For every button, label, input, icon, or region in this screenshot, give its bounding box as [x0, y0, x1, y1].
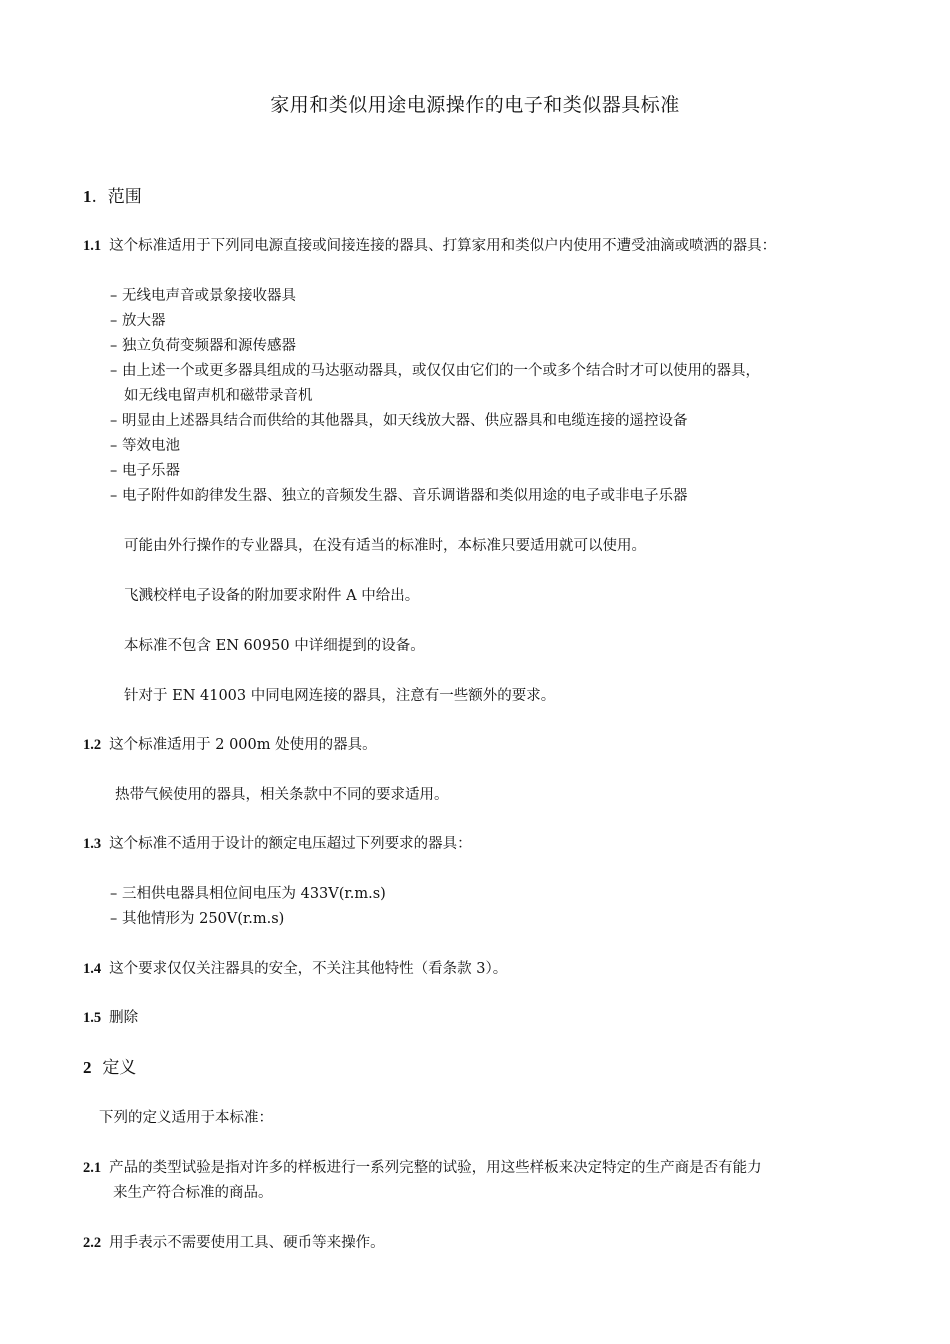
clause-number: 1.5	[83, 1010, 102, 1026]
paragraph: 热带气候使用的器具，相关条款中不同的要求适用。	[115, 787, 449, 803]
list-item-text: 电子附件如韵律发生器、独立的音频发生器、音乐调谐器和类似用途的电子或非电子乐器	[122, 488, 688, 504]
list-dash: –	[110, 911, 118, 927]
list-item-text: 明显由上述器具结合而供给的其他器具，如天线放大器、供应器具和电缆连接的遥控设备	[122, 413, 688, 429]
clause-number: 1.2	[83, 737, 102, 753]
list-dash: –	[110, 886, 118, 902]
clause-number: 1.4	[83, 961, 102, 977]
clause-continuation: 来生产符合标准的商品。	[113, 1185, 273, 1201]
list-item-text: 三相供电器具相位间电压为 433V(r.m.s)	[122, 886, 386, 902]
list-item	[110, 334, 296, 355]
list-item-text: 电子乐器	[122, 463, 180, 479]
list-dash: –	[110, 288, 118, 304]
clause-text: 这个要求仅仅关注器具的安全，不关注其他特性（看条款 3）。	[109, 961, 508, 977]
clause-number: 1.1	[83, 238, 102, 254]
clause-2-2	[83, 1231, 385, 1252]
list-dash: –	[110, 438, 118, 454]
list-dash: –	[110, 413, 118, 429]
list-item-text: 其他情形为 250V(r.m.s)	[122, 911, 285, 927]
list-item	[110, 359, 760, 380]
section-separator: .	[91, 187, 97, 207]
clause-text: 这个标准不适用于设计的额定电压超过下列要求的器具：	[109, 836, 472, 852]
paragraph: 下列的定义适用于本标准：	[99, 1110, 273, 1126]
section-number: 2	[83, 1058, 92, 1077]
clause-text: 这个标准适用于 2 000m 处使用的器具。	[109, 737, 377, 753]
clause-number: 1.3	[83, 836, 102, 852]
clause-text: 产品的类型试验是指对许多的样板进行一系列完整的试验，用这些样板来决定特定的生产商是否有能力	[109, 1160, 762, 1176]
list-dash: –	[110, 488, 118, 504]
section-number: 1	[83, 187, 92, 206]
list-dash: –	[110, 338, 118, 354]
paragraph: 针对于 EN 41003 中同电网连接的器具，注意有一些额外的要求。	[124, 688, 556, 704]
section-2-heading	[83, 1053, 136, 1078]
paragraph: 本标准不包含 EN 60950 中详细提到的设备。	[124, 638, 425, 654]
clause-2-1	[83, 1156, 762, 1177]
list-item-text: 独立负荷变频器和源传感器	[122, 338, 296, 354]
list-item	[110, 484, 688, 505]
list-item	[110, 434, 180, 455]
list-item	[110, 284, 296, 305]
clause-text: 用手表示不需要使用工具、硬币等来操作。	[109, 1235, 385, 1251]
list-item	[110, 907, 284, 928]
list-item-continuation: 如无线电留声机和磁带录音机	[124, 388, 313, 404]
list-item	[110, 309, 166, 330]
section-label: 定义	[102, 1058, 137, 1078]
clause-number: 2.1	[83, 1160, 102, 1176]
clause-1-4	[83, 957, 507, 978]
clause-text: 这个标准适用于下列同电源直接或间接连接的器具、打算家用和类似户内使用不遭受油滴或喷洒的器具：	[109, 238, 777, 254]
section-1-heading	[83, 182, 142, 207]
list-item-text: 无线电声音或景象接收器具	[122, 288, 296, 304]
clause-1-1	[83, 234, 776, 255]
list-item	[110, 882, 386, 903]
clause-1-3	[83, 832, 472, 853]
clause-1-5	[83, 1006, 138, 1027]
section-label: 范围	[107, 187, 142, 207]
paragraph: 可能由外行操作的专业器具，在没有适当的标准时，本标准只要适用就可以使用。	[124, 538, 646, 554]
list-item-text: 放大器	[122, 313, 166, 329]
paragraph: 飞溅校样电子设备的附加要求附件 A 中给出。	[124, 588, 420, 604]
list-item	[110, 409, 688, 430]
list-item	[110, 459, 180, 480]
clause-number: 2.2	[83, 1235, 102, 1251]
list-dash: –	[110, 363, 118, 379]
list-item-text: 等效电池	[122, 438, 180, 454]
list-dash: –	[110, 313, 118, 329]
clause-text: 删除	[109, 1010, 139, 1026]
clause-1-2	[83, 733, 377, 754]
list-dash: –	[110, 463, 118, 479]
document-title: 家用和类似用途电源操作的电子和类似器具标准	[270, 94, 680, 116]
list-item-text: 由上述一个或更多器具组成的马达驱动器具，或仅仅由它们的一个或多个结合时才可以使用的器具，	[122, 363, 760, 379]
